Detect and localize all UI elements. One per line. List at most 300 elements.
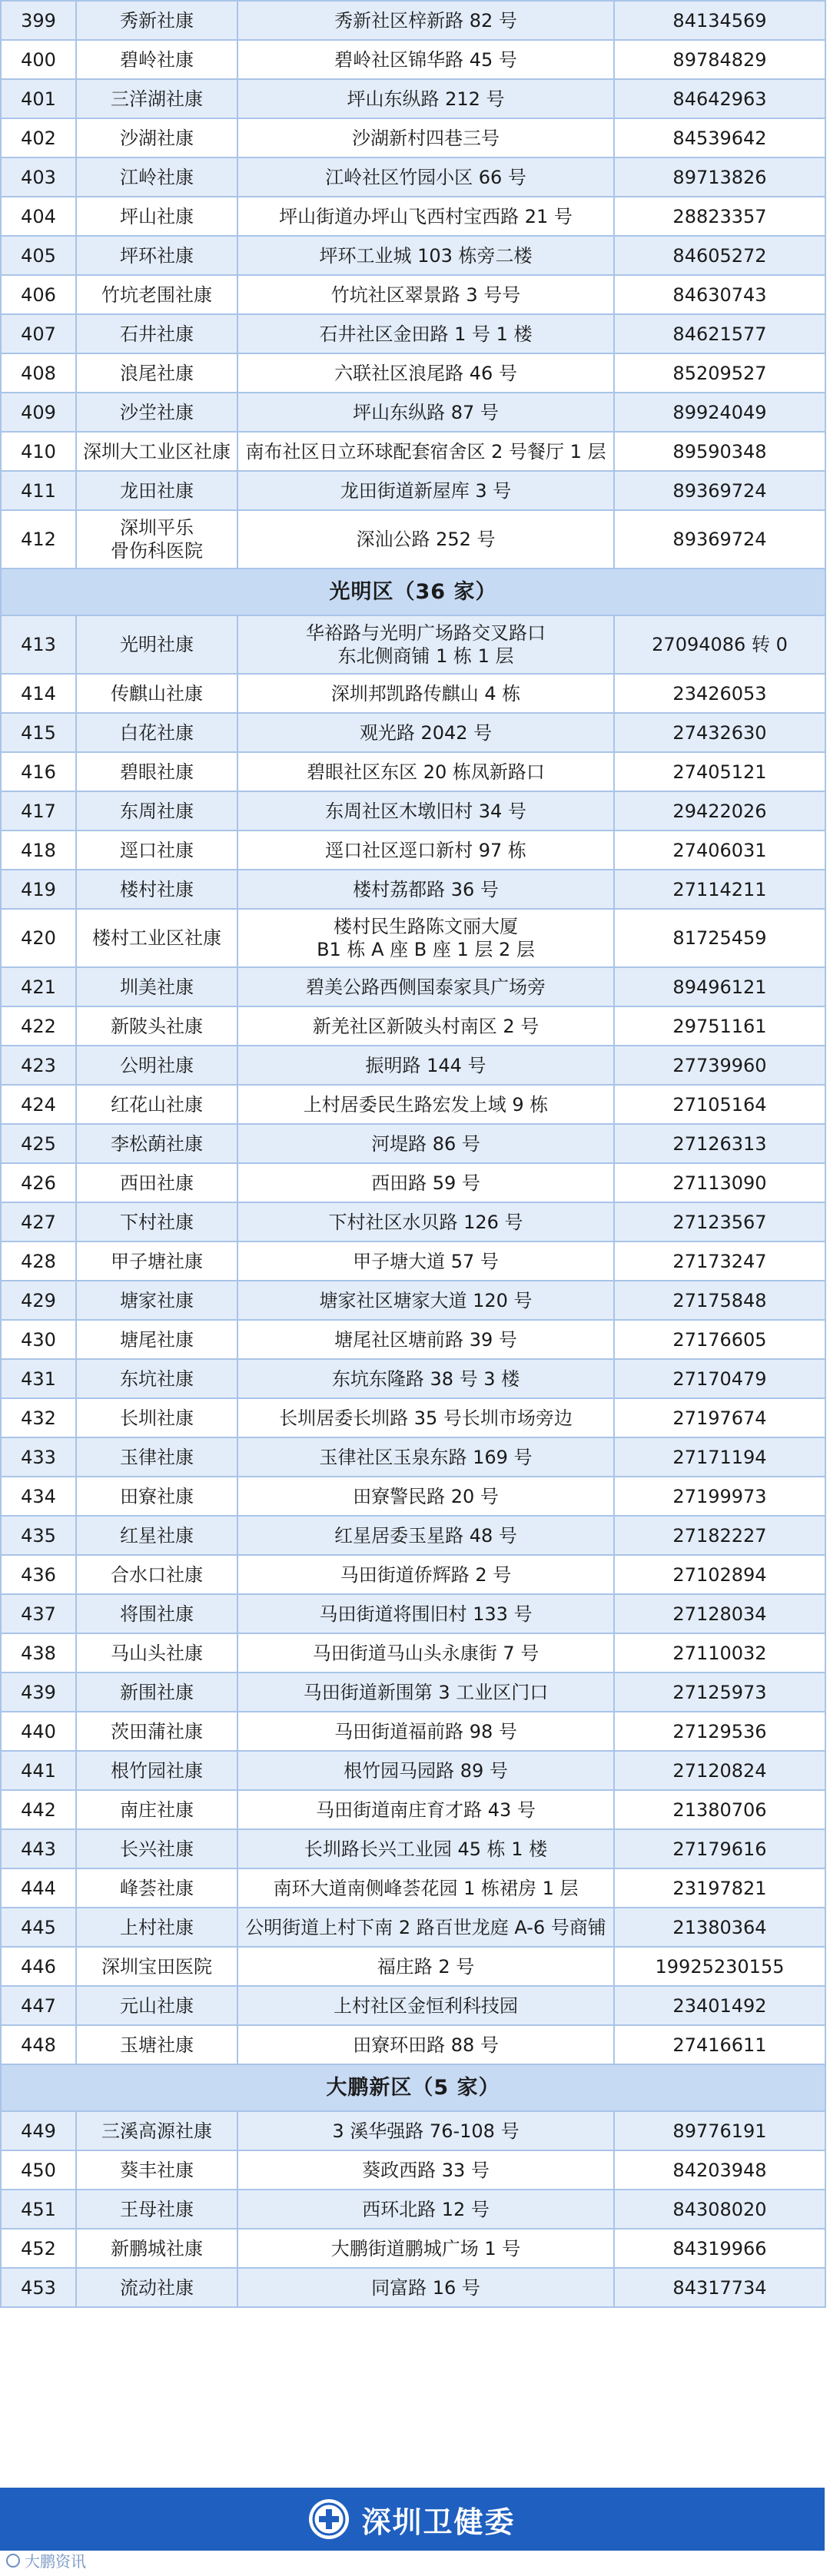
clinic-name-line: 碧眼社康 xyxy=(120,761,194,783)
row-number: 425 xyxy=(1,1124,76,1163)
table-row xyxy=(1,471,825,510)
clinic-name xyxy=(76,275,237,314)
clinic-phone: 84319966 xyxy=(614,2229,825,2268)
row-number: 419 xyxy=(1,870,76,909)
clinic-name xyxy=(76,1633,237,1673)
clinic-name xyxy=(76,2111,237,2150)
clinic-phone: 27179616 xyxy=(614,1829,825,1868)
table-row xyxy=(1,197,825,236)
clinic-phone: 27114211 xyxy=(614,870,825,909)
clinic-name-line: 红花山社康 xyxy=(111,1093,203,1116)
clinic-phone: 27102894 xyxy=(614,1555,825,1594)
clinic-phone: 84317734 xyxy=(614,2268,825,2307)
clinic-name xyxy=(76,1594,237,1633)
clinic-name-line: 碧岭社康 xyxy=(120,48,194,71)
clinic-phone: 27416611 xyxy=(614,2025,825,2064)
clinic-address-line: 楼村民生路陈文丽大厦 xyxy=(334,916,518,937)
clinic-name xyxy=(76,674,237,713)
clinic-address-line: B1 栋 A 座 B 座 1 层 2 层 xyxy=(317,939,535,960)
clinic-phone: 89590348 xyxy=(614,432,825,471)
row-number: 434 xyxy=(1,1477,76,1516)
clinic-address xyxy=(237,909,614,967)
footer-org-name: 深圳卫健委 xyxy=(361,2505,516,2539)
clinic-address-line: 玉律社区玉泉东路 169 号 xyxy=(319,1446,533,1468)
table-row xyxy=(1,791,825,830)
clinic-address xyxy=(237,432,614,471)
clinic-address-line: 碧岭社区锦华路 45 号 xyxy=(334,48,517,71)
district-title: 大鹏新区（5 家） xyxy=(1,2064,825,2111)
clinic-address xyxy=(237,1908,614,1947)
clinic-name xyxy=(76,1359,237,1398)
table-row xyxy=(1,236,825,275)
clinic-address xyxy=(237,1202,614,1242)
table-row xyxy=(1,1320,825,1359)
clinic-name xyxy=(76,118,237,157)
clinic-address xyxy=(237,2150,614,2190)
clinic-phone: 27125973 xyxy=(614,1673,825,1712)
clinic-address xyxy=(237,1516,614,1555)
row-number: 453 xyxy=(1,2268,76,2307)
clinic-address-line: 六联社区浪尾路 46 号 xyxy=(334,362,517,384)
clinic-phone: 27199973 xyxy=(614,1477,825,1516)
clinic-name xyxy=(76,1868,237,1908)
table-row xyxy=(1,713,825,752)
clinic-phone: 21380706 xyxy=(614,1790,825,1829)
clinic-name xyxy=(76,353,237,393)
clinic-phone: 21380364 xyxy=(614,1908,825,1947)
clinic-address xyxy=(237,674,614,713)
clinic-phone: 27105164 xyxy=(614,1085,825,1124)
clinic-name xyxy=(76,393,237,432)
table-row xyxy=(1,1555,825,1594)
clinic-address-line: 华裕路与光明广场路交叉路口 xyxy=(306,622,546,644)
clinic-address-line: 楼村荔都路 36 号 xyxy=(353,878,499,900)
clinic-phone: 89924049 xyxy=(614,393,825,432)
table-row xyxy=(1,353,825,393)
table-row xyxy=(1,2150,825,2190)
clinic-name-line: 玉律社康 xyxy=(120,1446,194,1468)
clinic-name-line: 深圳宝田医院 xyxy=(101,1955,212,1978)
table-row xyxy=(1,674,825,713)
clinic-address xyxy=(237,870,614,909)
clinic-name-line: 长圳社康 xyxy=(120,1407,194,1429)
clinic-phone: 84630743 xyxy=(614,275,825,314)
clinic-name-line: 李松蓢社康 xyxy=(111,1132,203,1155)
clinic-phone: 23426053 xyxy=(614,674,825,713)
clinic-name xyxy=(76,870,237,909)
clinic-phone: 23197821 xyxy=(614,1868,825,1908)
district-title: 光明区（36 家） xyxy=(1,569,825,615)
row-number: 440 xyxy=(1,1712,76,1751)
row-number: 405 xyxy=(1,236,76,275)
table-row xyxy=(1,118,825,157)
watermark-text: 大鹏资讯 xyxy=(25,2552,86,2571)
table-row xyxy=(1,510,825,569)
clinic-phone: 27739960 xyxy=(614,1046,825,1085)
row-number: 415 xyxy=(1,713,76,752)
clinic-address-line: 马田街道将围旧村 133 号 xyxy=(319,1603,533,1625)
clinic-phone: 19925230155 xyxy=(614,1947,825,1986)
clinic-name-line: 竹坑老围社康 xyxy=(101,283,212,306)
clinic-name-line: 上村社康 xyxy=(120,1916,194,1938)
clinic-phone: 28823357 xyxy=(614,197,825,236)
row-number: 448 xyxy=(1,2025,76,2064)
row-number: 428 xyxy=(1,1242,76,1281)
row-number: 414 xyxy=(1,674,76,713)
row-number: 423 xyxy=(1,1046,76,1085)
table-row xyxy=(1,1124,825,1163)
clinic-phone: 89369724 xyxy=(614,510,825,569)
row-number: 416 xyxy=(1,752,76,791)
clinic-name xyxy=(76,1242,237,1281)
clinic-name xyxy=(76,1163,237,1202)
table-row xyxy=(1,830,825,870)
table-row xyxy=(1,393,825,432)
clinic-name xyxy=(76,432,237,471)
clinic-name xyxy=(76,2268,237,2307)
row-number: 404 xyxy=(1,197,76,236)
clinic-address-line: 同富路 16 号 xyxy=(371,2276,480,2299)
clinic-address-line: 碧眼社区东区 20 栋凤新路口 xyxy=(307,761,545,783)
clinic-address-line: 红星居委玉星路 48 号 xyxy=(334,1524,517,1547)
clinic-address xyxy=(237,197,614,236)
clinic-phone: 89369724 xyxy=(614,471,825,510)
clinic-name xyxy=(76,510,237,569)
clinic-name-line: 新围社康 xyxy=(120,1681,194,1703)
clinic-phone: 84203948 xyxy=(614,2150,825,2190)
clinic-name xyxy=(76,967,237,1006)
clinic-name-line: 秀新社康 xyxy=(120,9,194,31)
clinic-name xyxy=(76,1202,237,1242)
clinic-address xyxy=(237,713,614,752)
clinic-name-line: 光明社康 xyxy=(120,634,194,655)
table-row xyxy=(1,2268,825,2307)
clinic-address xyxy=(237,1320,614,1359)
clinic-address-line: 3 溪华强路 76-108 号 xyxy=(332,2120,520,2142)
clinic-address-line: 南环大道南侧峰荟花园 1 栋裙房 1 层 xyxy=(273,1877,579,1899)
clinic-address xyxy=(237,471,614,510)
clinic-phone: 27406031 xyxy=(614,830,825,870)
clinic-address-line: 东周社区木墩旧村 34 号 xyxy=(325,800,526,822)
row-number: 449 xyxy=(1,2111,76,2150)
clinic-name-line: 南庄社康 xyxy=(120,1799,194,1821)
clinic-name xyxy=(76,830,237,870)
clinic-name-line: 沙坣社康 xyxy=(120,401,194,423)
table-row xyxy=(1,1,825,40)
clinic-address-line: 长圳路长兴工业园 45 栋 1 楼 xyxy=(304,1838,548,1860)
clinic-address xyxy=(237,1477,614,1516)
row-number: 426 xyxy=(1,1163,76,1202)
clinic-name xyxy=(76,1006,237,1046)
clinic-phone: 29422026 xyxy=(614,791,825,830)
clinic-name xyxy=(76,1124,237,1163)
clinic-address xyxy=(237,1359,614,1398)
table-row xyxy=(1,40,825,79)
clinic-phone: 27175848 xyxy=(614,1281,825,1320)
clinic-address-line: 振明路 144 号 xyxy=(365,1054,486,1076)
clinic-name-line: 坪山社康 xyxy=(120,205,194,227)
table-row xyxy=(1,1477,825,1516)
clinic-phone: 27176605 xyxy=(614,1320,825,1359)
clinic-name-line: 塘家社康 xyxy=(120,1289,194,1311)
row-number: 450 xyxy=(1,2150,76,2190)
district-header-row xyxy=(1,569,825,615)
table-row xyxy=(1,432,825,471)
table-row xyxy=(1,1986,825,2025)
clinic-address-line: 西田路 59 号 xyxy=(371,1172,480,1194)
clinic-name-line: 合水口社康 xyxy=(111,1563,203,1586)
clinic-phone: 84605272 xyxy=(614,236,825,275)
clinic-phone: 89496121 xyxy=(614,967,825,1006)
clinic-name-line: 元山社康 xyxy=(120,1994,194,2017)
row-number: 399 xyxy=(1,1,76,40)
clinic-address-line: 大鹏街道鹏城广场 1 号 xyxy=(330,2237,521,2259)
clinic-name-line: 将围社康 xyxy=(120,1603,194,1625)
table-row xyxy=(1,1790,825,1829)
clinic-name-line: 塘尾社康 xyxy=(120,1328,194,1351)
clinic-name xyxy=(76,314,237,353)
table-row xyxy=(1,275,825,314)
row-number: 413 xyxy=(1,615,76,674)
clinic-name-line: 骨伤科医院 xyxy=(111,540,203,562)
clinic-name-line: 楼村工业区社康 xyxy=(92,927,221,949)
row-number: 424 xyxy=(1,1085,76,1124)
clinic-address-line: 田寮警民路 20 号 xyxy=(353,1485,499,1507)
clinic-name-line: 楼村社康 xyxy=(120,878,194,900)
clinic-name-line: 峰荟社康 xyxy=(120,1877,194,1899)
table-row xyxy=(1,1242,825,1281)
clinic-address-line: 东北侧商铺 1 栋 1 层 xyxy=(337,645,514,667)
clinic-phone: 27110032 xyxy=(614,1633,825,1673)
clinic-address xyxy=(237,1242,614,1281)
clinic-name-line: 龙田社康 xyxy=(120,479,194,502)
clinic-address-line: 福庄路 2 号 xyxy=(377,1955,475,1978)
table-row xyxy=(1,1006,825,1046)
clinic-address xyxy=(237,2111,614,2150)
clinic-address xyxy=(237,314,614,353)
clinic-address-line: 深圳邦凯路传麒山 4 栋 xyxy=(330,682,521,705)
clinic-address xyxy=(237,79,614,118)
clinic-name xyxy=(76,1673,237,1712)
row-number: 400 xyxy=(1,40,76,79)
clinic-address xyxy=(237,1751,614,1790)
clinic-address xyxy=(237,1712,614,1751)
table-row xyxy=(1,1908,825,1947)
clinic-address xyxy=(237,1633,614,1673)
table-row xyxy=(1,1359,825,1398)
clinic-address-line: 田寮环田路 88 号 xyxy=(353,2034,499,2056)
row-number: 436 xyxy=(1,1555,76,1594)
clinic-name-line: 公明社康 xyxy=(120,1054,194,1076)
row-number: 422 xyxy=(1,1006,76,1046)
clinic-address-line: 长圳居委长圳路 35 号长圳市场旁边 xyxy=(279,1407,573,1429)
clinic-address-line: 东坑东隆路 38 号 3 楼 xyxy=(331,1368,520,1390)
clinic-name-line: 马山头社康 xyxy=(111,1642,203,1664)
clinic-address xyxy=(237,1006,614,1046)
clinic-name-line: 沙湖社康 xyxy=(120,127,194,149)
clinic-name xyxy=(76,1,237,40)
table-row xyxy=(1,2229,825,2268)
clinic-phone: 81725459 xyxy=(614,909,825,967)
watermark-logo-icon xyxy=(6,2554,20,2568)
clinic-name xyxy=(76,1986,237,2025)
table-row xyxy=(1,1281,825,1320)
clinic-address xyxy=(237,1790,614,1829)
health-commission-emblem-icon xyxy=(309,2499,349,2539)
table-row xyxy=(1,1516,825,1555)
clinic-address-line: 石井社区金田路 1 号 1 楼 xyxy=(319,323,533,345)
clinic-address xyxy=(237,1085,614,1124)
clinic-name xyxy=(76,752,237,791)
clinic-name xyxy=(76,2025,237,2064)
clinic-name-line: 浪尾社康 xyxy=(120,362,194,384)
row-number: 409 xyxy=(1,393,76,432)
row-number: 420 xyxy=(1,909,76,967)
row-number: 427 xyxy=(1,1202,76,1242)
row-number: 451 xyxy=(1,2190,76,2229)
row-number: 447 xyxy=(1,1986,76,2025)
clinic-name-line: 根竹园社康 xyxy=(111,1759,203,1782)
clinic-phone: 27128034 xyxy=(614,1594,825,1633)
clinic-name xyxy=(76,40,237,79)
row-number: 430 xyxy=(1,1320,76,1359)
row-number: 401 xyxy=(1,79,76,118)
clinic-phone: 84621577 xyxy=(614,314,825,353)
clinic-name xyxy=(76,157,237,197)
clinic-address xyxy=(237,510,614,569)
clinic-address-line: 西环北路 12 号 xyxy=(362,2198,490,2220)
clinic-name-line: 新鹏城社康 xyxy=(111,2237,203,2259)
clinic-address-line: 坪山街道办坪山飞西村宝西路 21 号 xyxy=(279,205,573,227)
row-number: 406 xyxy=(1,275,76,314)
clinic-phone: 27113090 xyxy=(614,1163,825,1202)
clinic-phone: 27197674 xyxy=(614,1398,825,1437)
clinic-address-line: 葵政西路 33 号 xyxy=(362,2159,490,2181)
clinic-address-line: 逕口社区逕口新村 97 栋 xyxy=(325,839,526,861)
clinic-address-line: 坪山东纵路 212 号 xyxy=(347,88,505,110)
clinic-name xyxy=(76,1281,237,1320)
clinic-name xyxy=(76,1908,237,1947)
row-number: 429 xyxy=(1,1281,76,1320)
row-number: 432 xyxy=(1,1398,76,1437)
clinic-address xyxy=(237,1673,614,1712)
clinic-phone: 27173247 xyxy=(614,1242,825,1281)
clinic-address-line: 新羌社区新陂头村南区 2 号 xyxy=(312,1015,540,1037)
clinic-phone: 84539642 xyxy=(614,118,825,157)
clinic-address-line: 马田街道福前路 98 号 xyxy=(334,1720,517,1742)
row-number: 408 xyxy=(1,353,76,393)
clinic-address-line: 塘尾社区塘前路 39 号 xyxy=(334,1328,517,1351)
clinic-phone: 27405121 xyxy=(614,752,825,791)
row-number: 431 xyxy=(1,1359,76,1398)
table-row xyxy=(1,1202,825,1242)
clinic-phone: 29751161 xyxy=(614,1006,825,1046)
clinic-address xyxy=(237,1163,614,1202)
clinic-address-line: 塘家社区塘家大道 120 号 xyxy=(319,1289,533,1311)
table-row xyxy=(1,870,825,909)
clinic-address xyxy=(237,2190,614,2229)
clinic-name xyxy=(76,1712,237,1751)
clinic-phone: 84642963 xyxy=(614,79,825,118)
clinic-address-line: 观光路 2042 号 xyxy=(359,721,493,744)
clinic-address-line: 坪环工业城 103 栋旁二楼 xyxy=(319,244,533,267)
clinic-address-line: 甲子塘大道 57 号 xyxy=(353,1250,499,1272)
row-number: 407 xyxy=(1,314,76,353)
clinic-address xyxy=(237,615,614,674)
table-row xyxy=(1,1046,825,1085)
row-number: 433 xyxy=(1,1437,76,1477)
clinic-name xyxy=(76,2190,237,2229)
clinic-address xyxy=(237,1046,614,1085)
row-number: 417 xyxy=(1,791,76,830)
clinic-name xyxy=(76,1555,237,1594)
row-number: 435 xyxy=(1,1516,76,1555)
clinic-name-line: 逕口社康 xyxy=(120,839,194,861)
clinic-phone: 27182227 xyxy=(614,1516,825,1555)
clinic-address xyxy=(237,118,614,157)
footer-banner xyxy=(0,2488,825,2551)
clinic-name xyxy=(76,713,237,752)
row-number: 403 xyxy=(1,157,76,197)
clinic-phone: 27171194 xyxy=(614,1437,825,1477)
clinic-phone: 27094086 转 0 xyxy=(614,615,825,674)
table-row xyxy=(1,2190,825,2229)
clinic-address-line: 深汕公路 252 号 xyxy=(356,529,496,550)
clinic-name xyxy=(76,909,237,967)
clinic-name-line: 新陂头社康 xyxy=(111,1015,203,1037)
row-number: 442 xyxy=(1,1790,76,1829)
clinic-name xyxy=(76,1829,237,1868)
clinic-address xyxy=(237,2268,614,2307)
clinic-name xyxy=(76,1751,237,1790)
clinic-address xyxy=(237,1124,614,1163)
table-row xyxy=(1,1594,825,1633)
clinic-name xyxy=(76,1437,237,1477)
clinic-address xyxy=(237,1281,614,1320)
row-number: 443 xyxy=(1,1829,76,1868)
clinic-table-body xyxy=(1,1,825,2307)
clinic-address-line: 河堤路 86 号 xyxy=(371,1132,480,1155)
clinic-address xyxy=(237,1986,614,2025)
clinic-address xyxy=(237,236,614,275)
clinic-name xyxy=(76,1516,237,1555)
table-row xyxy=(1,314,825,353)
clinic-phone: 84134569 xyxy=(614,1,825,40)
clinic-name-line: 甲子塘社康 xyxy=(111,1250,203,1272)
clinic-name xyxy=(76,1320,237,1359)
table-row xyxy=(1,967,825,1006)
clinic-name xyxy=(76,615,237,674)
clinic-name-line: 三洋湖社康 xyxy=(111,88,203,110)
table-row xyxy=(1,752,825,791)
clinic-name-line: 深圳平乐 xyxy=(120,517,194,539)
clinic-name-line: 白花社康 xyxy=(120,721,194,744)
clinic-name-line: 田寮社康 xyxy=(120,1485,194,1507)
clinic-name-line: 东坑社康 xyxy=(120,1368,194,1390)
row-number: 421 xyxy=(1,967,76,1006)
clinic-address-line: 竹坑社区翠景路 3 号号 xyxy=(330,283,521,306)
clinic-name xyxy=(76,2229,237,2268)
table-row xyxy=(1,2025,825,2064)
clinic-name-line: 圳美社康 xyxy=(120,976,194,998)
clinic-name-line: 红星社康 xyxy=(120,1524,194,1547)
clinic-address-line: 沙湖新村四巷三号 xyxy=(352,127,500,149)
clinic-phone: 27120824 xyxy=(614,1751,825,1790)
clinic-name-line: 流动社康 xyxy=(120,2276,194,2299)
clinic-address-line: 上村居委民生路宏发上域 9 栋 xyxy=(303,1093,549,1116)
clinic-name-line: 传麒山社康 xyxy=(111,682,203,705)
table-row xyxy=(1,2111,825,2150)
